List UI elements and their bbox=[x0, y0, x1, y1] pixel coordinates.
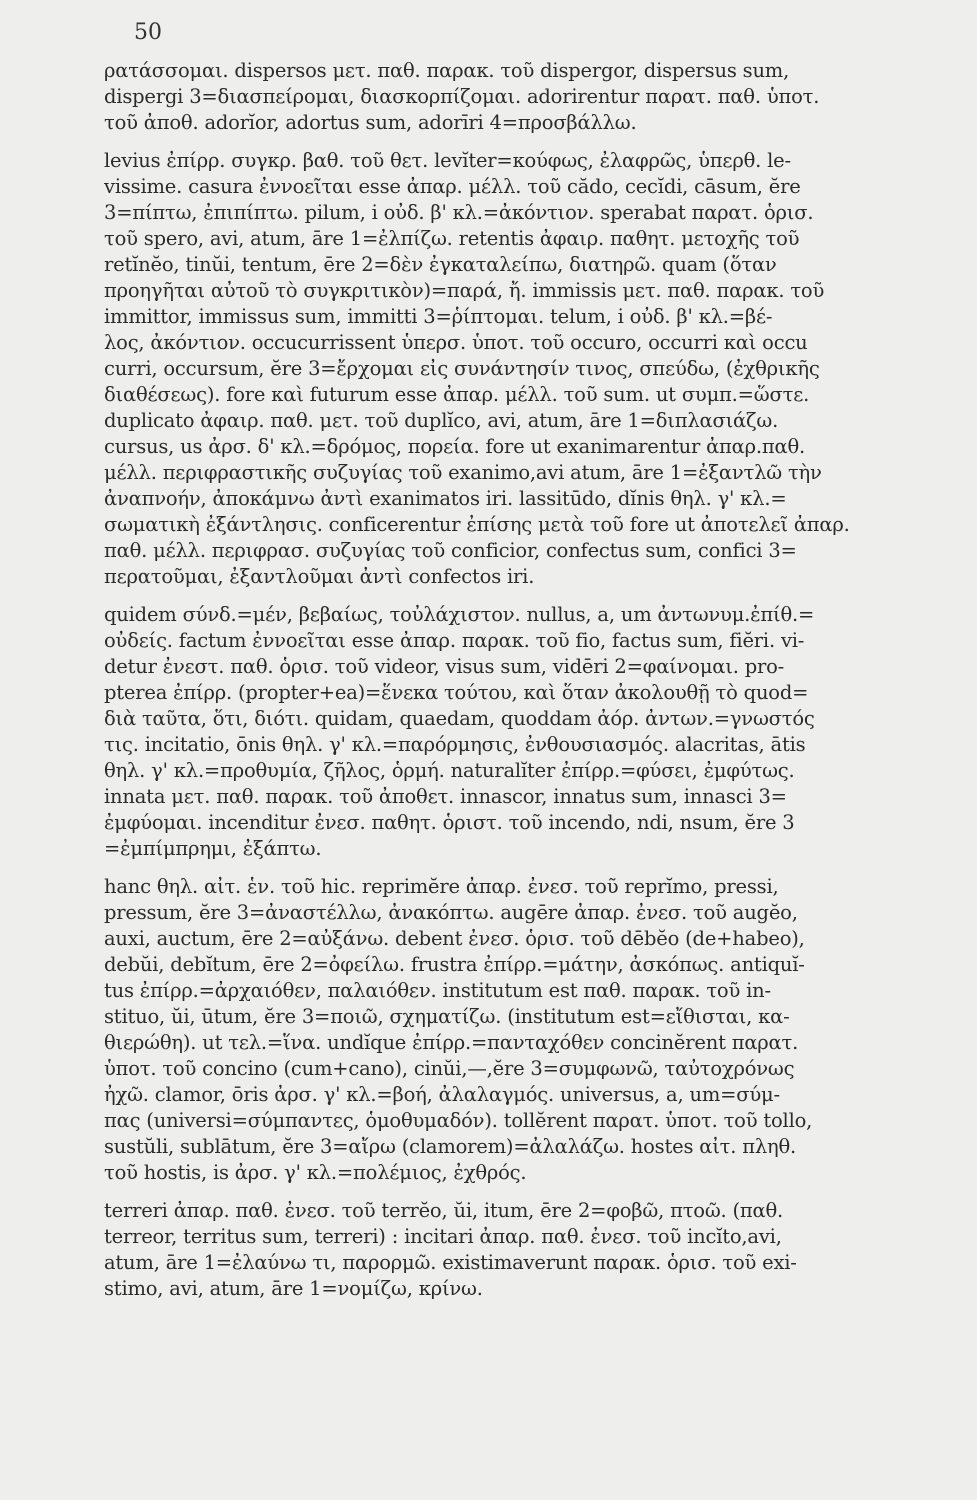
text-line: curri, occursum, ĕre 3=ἔρχομαι εἰς συνάντησίν τινος, σπεύδω, (ἐχθρικῆς bbox=[104, 357, 820, 380]
text-line: περατοῦμαι, ἐξαντλοῦμαι ἀντὶ confectos iri. bbox=[104, 565, 535, 588]
text-line: levius ἐπίρρ. συγκρ. βαθ. τοῦ θετ. levĭter=κούφως, ἐλαφρῶς, ὑπερθ. le- bbox=[104, 149, 791, 172]
text-line: ἐμφύομαι. incenditur ἐνεσ. παθητ. ὁριστ. τοῦ incendo, ndi, nsum, ĕre 3 bbox=[104, 811, 795, 834]
text-line: ρατάσσομαι. dispersos μετ. παθ. παρακ. τοῦ dispergor, dispersus sum, bbox=[104, 59, 790, 82]
text-line: διαθέσεως). fore καὶ futurum esse ἀπαρ. μέλλ. τοῦ sum. ut συμπ.=ὥστε. bbox=[104, 383, 810, 406]
glossary-paragraph bbox=[104, 148, 976, 590]
glossary-text bbox=[104, 58, 976, 1314]
text-line: ἠχῶ. clamor, ōris ἀρσ. γ' κλ.=βοή, ἀλαλαγμός. universus, a, um=σύμ- bbox=[104, 1083, 780, 1106]
text-line: προηγῆται αὐτοῦ τὸ συγκριτικὸν)=παρά, ἤ. immissis μετ. παθ. παρακ. τοῦ bbox=[104, 279, 825, 302]
text-line: sustŭli, sublātum, ĕre 3=αἴρω (clamorem)=ἀλαλάζω. hostes αἰτ. πληθ. bbox=[104, 1135, 797, 1158]
text-line: τοῦ spero, avi, atum, āre 1=ἐλπίζω. retentis ἀφαιρ. παθητ. μετοχῆς τοῦ bbox=[104, 227, 800, 250]
text-line: tus ἐπίρρ.=ἀρχαιόθεν, παλαιόθεν. institutum est παθ. παρακ. τοῦ in- bbox=[104, 979, 771, 1002]
text-line: detur ἐνεστ. παθ. ὁρισ. τοῦ videor, visus sum, vidēri 2=φαίνομαι. pro- bbox=[104, 655, 785, 678]
text-line: τις. incitatio, ōnis θηλ. γ' κλ.=παρόρμησις, ἐνθουσιασμός. alacritas, ātis bbox=[104, 733, 806, 756]
text-line: retĭnĕo, tinŭi, tentum, ēre 2=δὲν ἐγκαταλείπω, διατηρῶ. quam (ὅταν bbox=[104, 253, 777, 276]
text-line: διὰ ταῦτα, ὅτι, διότι. quidam, quaedam, quoddam ἀόρ. ἀντων.=γνωστός bbox=[104, 707, 815, 730]
text-line: immittor, immissus sum, immitti 3=ῥίπτομαι. telum, i οὐδ. β' κλ.=βέ- bbox=[104, 305, 773, 328]
text-line: terreor, territus sum, terreri) : incitari ἀπαρ. παθ. ἐνεσ. τοῦ incĭto,avi, bbox=[104, 1225, 782, 1248]
text-line: innata μετ. παθ. παρακ. τοῦ ἀποθετ. innascor, innatus sum, innasci 3= bbox=[104, 785, 787, 808]
text-line: stimo, avi, atum, āre 1=νομίζω, κρίνω. bbox=[104, 1277, 483, 1300]
text-line: θιερώθη). ut τελ.=ἵνα. undĭque ἐπίρρ.=πανταχόθεν concinĕrent παρατ. bbox=[104, 1031, 799, 1054]
text-line: παθ. μέλλ. περιφρασ. συζυγίας τοῦ conficior, confectus sum, confici 3= bbox=[104, 539, 797, 562]
text-line: πας (universi=σύμπαντες, ὁμοθυμαδόν). tollĕrent παρατ. ὑποτ. τοῦ tollo, bbox=[104, 1109, 813, 1132]
text-line: hanc θηλ. αἰτ. ἑν. τοῦ hic. reprimĕre ἀπαρ. ἐνεσ. τοῦ reprĭmo, pressi, bbox=[104, 875, 779, 898]
text-line: terreri ἀπαρ. παθ. ἐνεσ. τοῦ terrĕo, ŭi, itum, ēre 2=φοβῶ, πτοῶ. (παθ. bbox=[104, 1199, 784, 1222]
text-line: atum, āre 1=ἐλαύνω τι, παρορμῶ. existimaverunt παρακ. ὁρισ. τοῦ exi- bbox=[104, 1251, 797, 1274]
text-line: =ἐμπίμπρημι, ἐξάπτω. bbox=[104, 837, 322, 860]
glossary-paragraph bbox=[104, 874, 976, 1186]
text-line: 3=πίπτω, ἐπιπίπτω. pilum, i οὐδ. β' κλ.=ἀκόντιον. sperabat παρατ. ὁρισ. bbox=[104, 201, 814, 224]
text-line: quidem σύνδ.=μέν, βεβαίως, τοὐλάχιστον. nullus, a, um ἀντωνυμ.ἐπίθ.= bbox=[104, 603, 815, 626]
page-number: 50 bbox=[134, 20, 162, 45]
text-line: σωματικὴ ἐξάντλησις. conficerentur ἐπίσης μετὰ τοῦ fore ut ἀποτελεῖ ἀπαρ. bbox=[104, 513, 850, 536]
text-line: τοῦ hostis, is ἀρσ. γ' κλ.=πολέμιος, ἐχθρός. bbox=[104, 1161, 527, 1184]
text-line: vissime. casura ἐννοεῖται esse ἀπαρ. μέλλ. τοῦ cădo, cecĭdi, cāsum, ĕre bbox=[104, 175, 801, 198]
text-line: auxi, auctum, ēre 2=αὐξάνω. debent ἐνεσ. ὁρισ. τοῦ dēbĕo (de+habeo), bbox=[104, 927, 805, 950]
text-line: pressum, ĕre 3=ἀναστέλλω, ἀνακόπτω. augēre ἀπαρ. ἐνεσ. τοῦ augĕo, bbox=[104, 901, 798, 924]
text-line: τοῦ ἀποθ. adorĭor, adortus sum, adorīri 4=προσβάλλω. bbox=[104, 111, 637, 134]
text-line: pterea ἐπίρρ. (propter+ea)=ἕνεκα τούτου, καὶ ὅταν ἀκολουθῇ τὸ quod= bbox=[104, 681, 809, 704]
text-line: θηλ. γ' κλ.=προθυμία, ζῆλος, ὁρμή. naturalĭter ἐπίρρ.=φύσει, ἐμφύτως. bbox=[104, 759, 795, 782]
text-line: cursus, us ἀρσ. δ' κλ.=δρόμος, πορεία. fore ut exanimarentur ἀπαρ.παθ. bbox=[104, 435, 806, 458]
text-line: debŭi, debĭtum, ēre 2=ὀφείλω. frustra ἐπίρρ.=μάτην, ἀσκόπως. antiquĭ- bbox=[104, 953, 805, 976]
text-line: stituo, ŭi, ūtum, ĕre 3=ποιῶ, σχηματίζω. (institutum est=εἴθισται, κα- bbox=[104, 1005, 790, 1028]
text-line: μέλλ. περιφραστικῆς συζυγίας τοῦ exanimo,avi atum, āre 1=ἐξαντλῶ τὴν bbox=[104, 461, 822, 484]
text-line: dispergi 3=διασπείρομαι, διασκορπίζομαι. adorirentur παρατ. παθ. ὑποτ. bbox=[104, 85, 820, 108]
glossary-paragraph bbox=[104, 58, 976, 136]
glossary-paragraph bbox=[104, 602, 976, 862]
text-line: duplicato ἀφαιρ. παθ. μετ. τοῦ duplĭco, avi, atum, āre 1=διπλασιάζω. bbox=[104, 409, 779, 432]
text-line: οὐδείς. factum ἐννοεῖται esse ἀπαρ. παρακ. τοῦ fio, factus sum, fiĕri. vi- bbox=[104, 629, 805, 652]
glossary-paragraph bbox=[104, 1198, 976, 1302]
text-line: ἀναπνοήν, ἀποκάμνω ἀντὶ exanimatos iri. lassitūdo, dĭnis θηλ. γ' κλ.= bbox=[104, 487, 787, 510]
text-line: λος, ἀκόντιον. occucurrissent ὑπερσ. ὑποτ. τοῦ occuro, occurri καὶ occu bbox=[104, 331, 808, 354]
text-line: ὑποτ. τοῦ concino (cum+cano), cinŭi,—,ĕre 3=συμφωνῶ, ταὐτοχρόνως bbox=[104, 1057, 795, 1080]
